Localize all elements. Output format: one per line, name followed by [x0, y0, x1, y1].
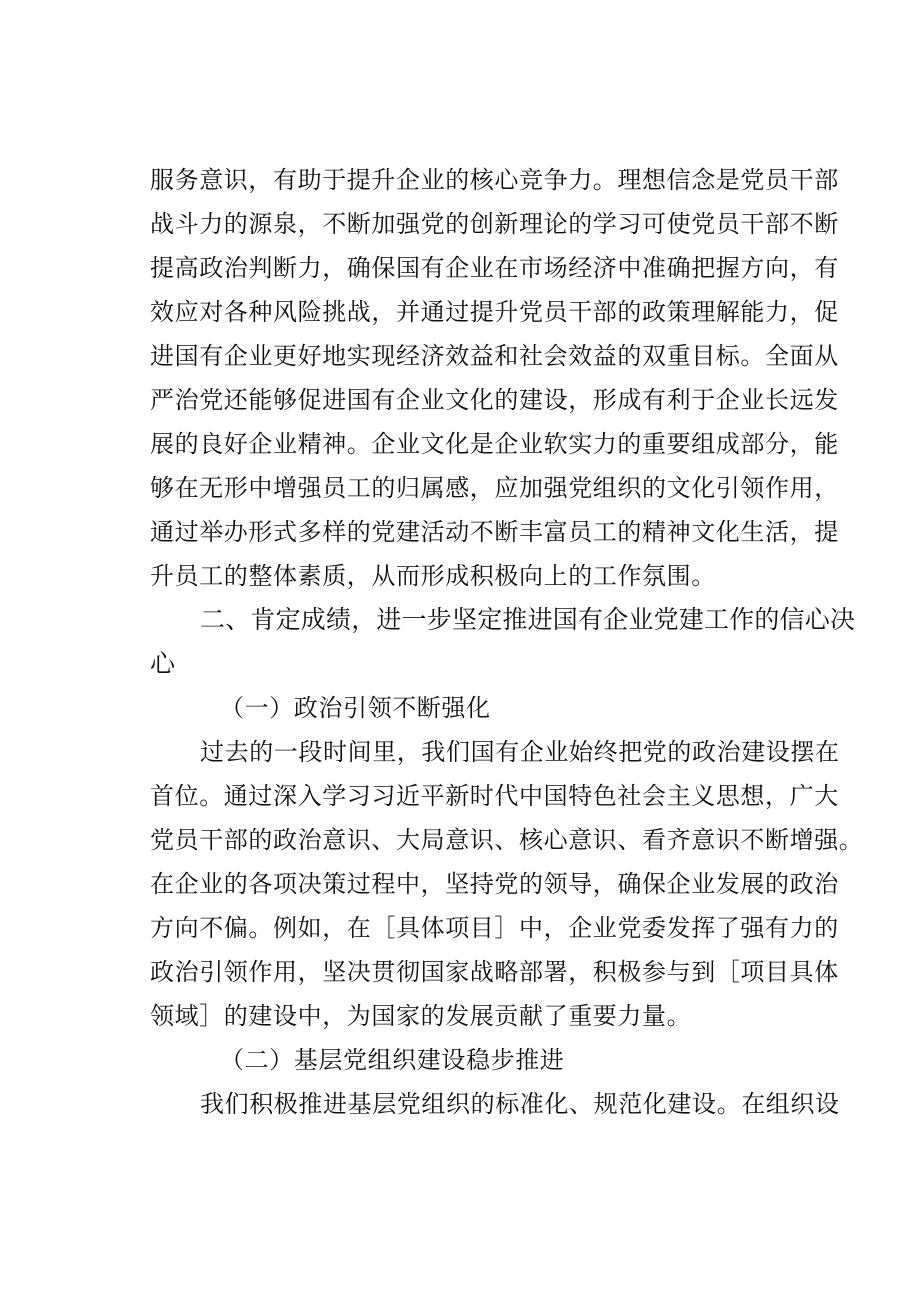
body-text-line: 效应对各种风险挑战，并通过提升党员干部的政策理解能力，促 — [150, 298, 839, 326]
body-text-line: 够在无形中增强员工的归属感，应加强党组织的文化引领作用， — [150, 474, 839, 502]
subsection-title: （一）政治引领不断强化 — [220, 694, 491, 722]
body-text-line: 进国有企业更好地实现经济效益和社会效益的双重目标。全面从 — [150, 342, 839, 370]
section-heading: 二、肯定成绩，进一步坚定推进国有企业党建工作的信心决 — [200, 605, 856, 634]
body-text-line: 过去的一段时间里，我们国有企业始终把党的政治建设摆在 — [200, 738, 840, 766]
body-text-line: 战斗力的源泉，不断加强党的创新理论的学习可使党员干部不断 — [150, 210, 839, 238]
body-text-line: 提高政治判断力，确保国有企业在市场经济中准确把握方向，有 — [150, 254, 839, 282]
body-text-line: 方向不偏。例如，在［具体项目］中，企业党委发挥了强有力的 — [150, 914, 839, 942]
body-text-line: 通过举办形式多样的党建活动不断丰富员工的精神文化生活，提 — [150, 518, 839, 546]
body-text-line: 在企业的各项决策过程中，坚持党的领导，确保企业发展的政治 — [150, 870, 839, 898]
body-text-line: 政治引领作用，坚决贯彻国家战略部署，积极参与到［项目具体 — [150, 958, 839, 986]
body-text-line: 我们积极推进基层党组织的标准化、规范化建设。在组织设 — [200, 1090, 840, 1118]
body-text-line: 升员工的整体素质，从而形成积极向上的工作氛围。 — [150, 562, 716, 590]
body-text-line: 严治党还能够促进国有企业文化的建设，形成有利于企业长远发 — [150, 386, 839, 414]
body-text-line: 服务意识，有助于提升企业的核心竞争力。理想信念是党员干部 — [150, 166, 839, 194]
body-text-line: 领域］的建设中，为国家的发展贡献了重要力量。 — [150, 1002, 692, 1030]
section-heading-continuation: 心 — [150, 649, 176, 678]
body-text-line: 首位。通过深入学习习近平新时代中国特色社会主义思想，广大 — [150, 782, 839, 810]
subsection-title: （二）基层党组织建设稳步推进 — [220, 1046, 565, 1074]
body-text-line: 展的良好企业精神。企业文化是企业软实力的重要组成部分，能 — [150, 430, 839, 458]
body-text-line: 党员干部的政治意识、大局意识、核心意识、看齐意识不断增强。 — [150, 826, 864, 854]
